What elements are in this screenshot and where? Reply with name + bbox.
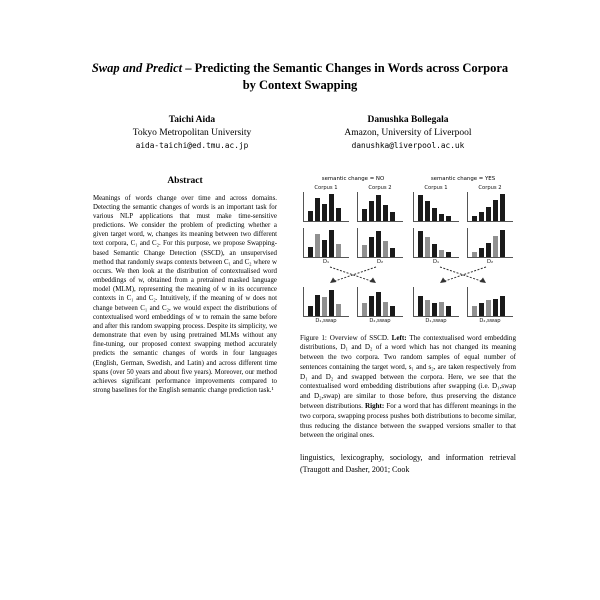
panel-yes-d1swap-label: D₁,swap (425, 317, 447, 324)
paper-title (84, 60, 516, 95)
caption-left-label: Left: (391, 333, 407, 342)
swap-arrows-yes (418, 266, 508, 286)
abstract-text: Meanings of words change over time and across domains. Detecting the semantic changes of words is an important task for various NLP applications that must make time-sensitive predictions. We consider the problem of predicting whether a given target word, w, changes its meaning between two different text corpora, C₁ and C₂. For this purpose, we propose Swapping-based Semantic Change Detection (SSCD), an unsupervised method that randomly swaps contexts between C₁ and C₂ where w occurs. We then look at the distribution of contextualised word embeddings of w, obtained from a pretrained masked language model (MLM), representing the meaning of w in its occurrence contexts in C₁ and C₂. Intuitively, if the meaning of w does not change between C₁ and C₂, we would expect the distributions of contextualised word embeddings of w to remain the same before and after this random swapping process. Despite its simplicity, we demonstrate that even by using pretrained MLMs without any fine-tuning, our proposed context swapping method accurately predicts the semantic changes of words in four languages (English, German, Swedish, and Latin) and across different time spans (over 50 years and about five years). Moreover, our method achieves significant performance improvements compared to strong baselines for the English semantic change prediction task.¹ (93, 194, 277, 395)
figure-1 (300, 176, 516, 325)
introduction-text: linguistics, lexicography, sociology, and information retrieval (Traugott and Dasher, 2001; Cook (300, 453, 516, 474)
histogram-no-d2swap (357, 287, 403, 317)
histogram-no-d1swap (303, 287, 349, 317)
panel-yes-d2-label: D₂ (486, 258, 494, 265)
panel-yes-header: semantic change = YES (430, 175, 496, 182)
left-column (84, 176, 286, 396)
panel-no-d1-label: D₁ (322, 258, 330, 265)
author-2-email: danushka@liverpool.ac.uk (351, 140, 465, 150)
figure-panel-no (303, 176, 403, 325)
histogram-no-corpus2 (357, 192, 403, 222)
histogram-no-corpus1 (303, 192, 349, 222)
panel-no-header: semantic change = NO (321, 175, 385, 182)
author-2 (300, 115, 516, 150)
histogram-yes-d2 (467, 228, 513, 258)
caption-intro: Figure 1: Overview of SSCD. (300, 333, 392, 342)
panel-no-d2-label: D₂ (376, 258, 384, 265)
author-2-affiliation: Amazon, University of Liverpool (344, 127, 472, 138)
abstract-heading: Abstract (167, 175, 203, 186)
panel-yes-corpus2-label: Corpus 2 (478, 184, 502, 191)
histogram-yes-d1swap (413, 287, 459, 317)
caption-left-text: The contextualised word embedding distributions, D₁ and D₂ of a word which has not changed its meaning between the two corpora. Two random samples of equal number of sentences containing the target word, s₁ and s₂, are taken respectively from D₁ and D₂ and swapped between the corpora. Here, we see that the contextualised word embedding distributions after swapping (i.e. D₁,swap and D₂,swap) are similar to those before, thus preserving the distance between distributions. (300, 333, 516, 410)
panel-yes-d1-label: D₁ (432, 258, 440, 265)
panel-yes-d2swap-label: D₂,swap (479, 317, 501, 324)
swap-arrows-no (308, 266, 398, 286)
figure-panel-yes (413, 176, 513, 325)
histogram-no-d1 (303, 228, 349, 258)
two-column-body (84, 176, 516, 476)
panel-no-d1swap-label: D₁,swap (315, 317, 337, 324)
histogram-yes-corpus1 (413, 192, 459, 222)
author-1-email: aida-taichi@ed.tmu.ac.jp (135, 140, 249, 150)
author-1-affiliation: Tokyo Metropolitan University (132, 127, 252, 138)
panel-no-d2swap-label: D₂,swap (369, 317, 391, 324)
author-1-name: Taichi Aida (168, 114, 216, 125)
caption-right-text: For a word that has different meanings in the two corpora, swapping process pushes both distributions to become similar, thus reducing the distance between the swapped versions smaller to that between the original ones. (300, 401, 516, 440)
histogram-yes-d1 (413, 228, 459, 258)
panel-yes-corpus1-label: Corpus 1 (424, 184, 448, 191)
histogram-yes-corpus2 (467, 192, 513, 222)
paper-title-rest: – Predicting the Semantic Changes in Words across Corpora by Context Swapping (182, 61, 509, 93)
paper-title-italic-part: Swap and Predict (91, 61, 183, 75)
panel-no-corpus2-label: Corpus 2 (368, 184, 392, 191)
panel-no-corpus1-label: Corpus 1 (314, 184, 338, 191)
histogram-no-d2 (357, 228, 403, 258)
right-column (300, 176, 516, 476)
caption-right-label: Right: (364, 401, 385, 410)
author-block (84, 115, 516, 150)
author-2-name: Danushka Bollegala (367, 114, 449, 125)
figure-1-caption (300, 334, 516, 442)
author-1 (84, 115, 300, 150)
histogram-yes-d2swap (467, 287, 513, 317)
